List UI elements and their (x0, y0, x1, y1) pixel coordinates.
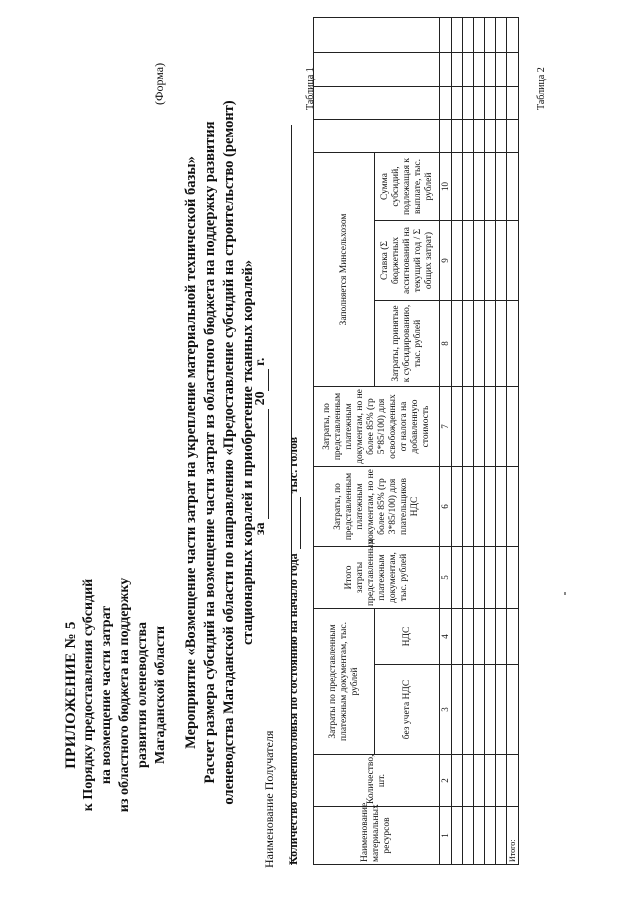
header-without-vat: без учета НДС (375, 665, 440, 755)
header-subsidy-amount: Сумма субсидий, подлежащая к выплате, тыс. рублей (375, 153, 440, 221)
table-row (485, 18, 496, 865)
herd-count-line (286, 437, 301, 865)
period-year: 20 (253, 391, 268, 406)
title-line: стационарных коралей и приобретение тканных коралей» (240, 259, 256, 646)
table-row (463, 18, 474, 865)
table-row (496, 18, 507, 865)
subsidy-table (313, 17, 519, 865)
column-numbers-row (440, 18, 452, 865)
appendix-line: к Порядку предоставления субсидий (81, 578, 96, 812)
title-line: Расчет размера субсидий на возмещение части затрат из областного бюджета на поддержку развития (202, 121, 218, 784)
document-titles (182, 40, 258, 865)
period-prefix: за (253, 522, 268, 535)
period-suffix: г. (253, 357, 268, 366)
herd-prefix: Количество оленепоголовья по состоянию на начало года (286, 553, 300, 865)
header-total-costs: Итого затраты представленным платежным документам, тыс. рублей (314, 547, 440, 609)
total-label: Итого: (507, 807, 519, 865)
title-line: Мероприятие «Возмещение части затрат на укрепление материальной технической базы» (183, 156, 199, 749)
column-number: 7 (440, 387, 452, 467)
table-row (452, 18, 463, 865)
appendix-line: из областного бюджета на поддержку (117, 577, 132, 813)
header-vat: НДС (375, 609, 440, 665)
column-number: 9 (440, 221, 452, 301)
appendix-line: развития оленеводства (135, 622, 150, 769)
scan-speck (564, 592, 566, 595)
header-ministry-group: Заполняется Минсельхозом (314, 153, 375, 387)
column-number: 8 (440, 301, 452, 387)
table-row (474, 18, 485, 865)
header-costs-vat-payers: Затраты, по представленным платежным документам, но не более 85% (гр 3*85/100) для плательщиков НДС (314, 467, 440, 547)
header-material-name: Наименование материальных ресурсов (314, 807, 440, 865)
column-number: 10 (440, 153, 452, 221)
recipient-label: Наименование Получателя (262, 730, 276, 868)
table1-label: Таблица 1 (305, 67, 316, 110)
form-label: (Форма) (152, 62, 166, 105)
herd-unit: тыс. голов (286, 436, 300, 494)
header-quantity: Количество, шт. (314, 755, 440, 807)
header-accepted-costs: Затраты, принятые к субсидированию, тыс. рублей (375, 301, 440, 387)
appendix-line: на возмещение части затрат (99, 605, 114, 785)
column-number: 4 (440, 609, 452, 665)
header-rate: Ставка (Σ бюджетных ассигнований на текущий год / Σ общих затрат) (375, 221, 440, 301)
appendix-block (62, 545, 170, 845)
table2-label: Таблица 2 (536, 67, 547, 110)
column-number: 5 (440, 547, 452, 609)
title-line: оленеводства Магаданской области по направлению «Предоставление субсидий на строительство (ремонт) (221, 100, 237, 805)
appendix-title: ПРИЛОЖЕНИЕ № 5 (63, 621, 79, 769)
total-row (507, 18, 519, 865)
column-number: 2 (440, 755, 452, 807)
header-costs-group: Затраты по представленным платежным документам, тыс. рублей (314, 609, 375, 755)
appendix-line: Магаданской области (153, 625, 168, 765)
column-number: 6 (440, 467, 452, 547)
header-costs-vat-exempt: Затраты, по представленным платежным документам, но не более 85% (гр 5*85/100) для освобожденных от налога на добавленную стоимость (314, 387, 440, 467)
column-number: 3 (440, 665, 452, 755)
column-number: 1 (440, 807, 452, 865)
